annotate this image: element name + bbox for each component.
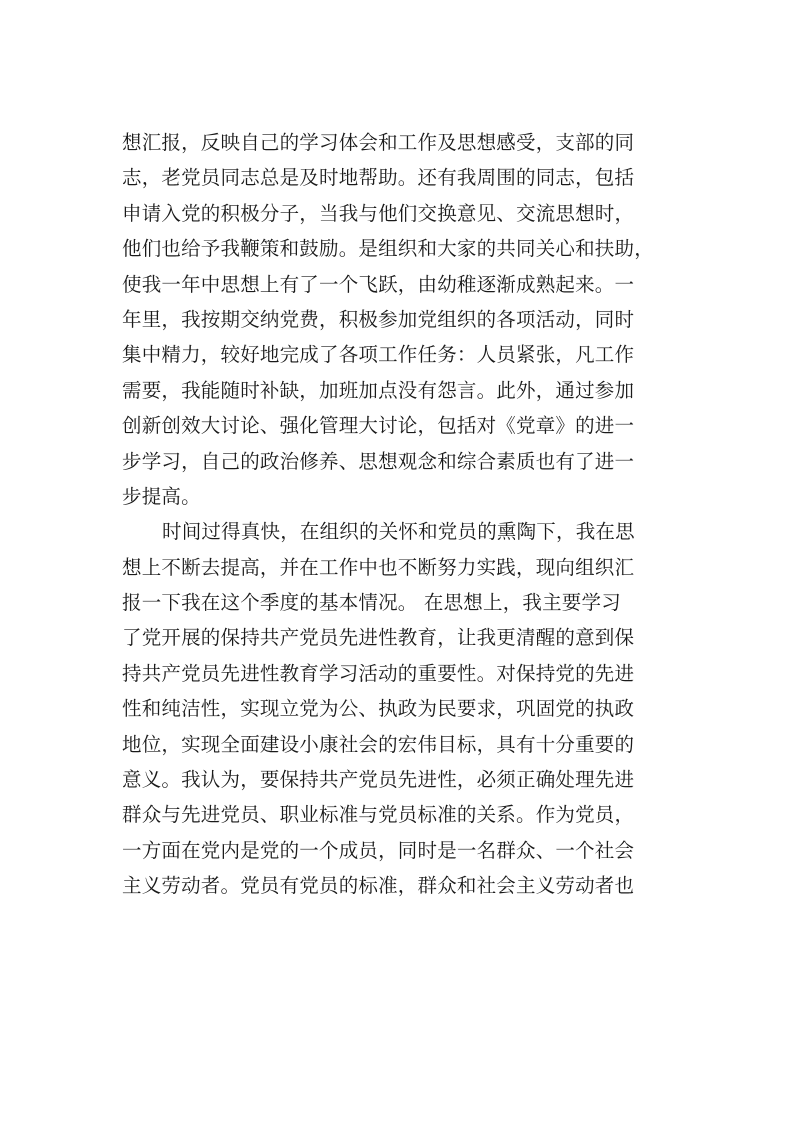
text-line: 他们也给予我鞭策和鼓励。是组织和大家的共同关心和扶助，: [122, 237, 654, 261]
text-line: 想汇报，反映自己的学习体会和工作及思想感受，支部的同: [122, 131, 635, 154]
text-line: 使我一年中思想上有了一个飞跃，由幼稚逐渐成熟起来。一: [122, 272, 635, 296]
text-line: 想上不断去提高，并在工作中也不断努力实践，现向组织汇: [122, 555, 635, 579]
text-line: 年里，我按期交纳党费，积极参加党组织的各项活动，同时: [122, 307, 635, 331]
text-line: 性和纯洁性，实现立党为公、执政为民要求，巩固党的执政: [122, 697, 635, 721]
text-line: 志，老党员同志总是及时地帮助。还有我周围的同志，包括: [122, 166, 635, 190]
text-line: 步提高。: [122, 484, 201, 508]
text-line: 意义。我认为，要保持共产党员先进性，必须正确处理先进: [122, 768, 635, 792]
text-line: 创新创效大讨论、强化管理大讨论，包括对《党章》的进一: [122, 414, 635, 438]
paragraph-start-line: 时间过得真快，在组织的关怀和党员的熏陶下，我在思: [162, 520, 635, 544]
text-line: 报一下我在这个季度的基本情况。 在思想上，我主要学习: [122, 591, 621, 615]
text-line: 主义劳动者。党员有党员的标准，群众和社会主义劳动者也: [122, 874, 635, 898]
text-line: 申请入党的积极分子，当我与他们交换意见、交流思想时，: [122, 201, 635, 225]
text-line: 持共产党员先进性教育学习活动的重要性。对保持党的先进: [122, 661, 635, 685]
body-text: [122, 125, 682, 904]
text-line: 集中精力，较好地完成了各项工作任务：人员紧张，凡工作: [122, 343, 635, 367]
text-line: 了党开展的保持共产党员先进性教育，让我更清醒的意到保: [122, 626, 635, 650]
text-line: 一方面在党内是党的一个成员，同时是一名群众、一个社会: [122, 838, 635, 862]
text-line: 需要，我能随时补缺，加班加点没有怨言。此外，通过参加: [122, 378, 635, 402]
text-line: 地位，实现全面建设小康社会的宏伟目标，具有十分重要的: [122, 732, 635, 756]
text-line: 群众与先进党员、职业标准与党员标准的关系。作为党员，: [122, 803, 635, 827]
text-line: 步学习，自己的政治修养、思想观念和综合素质也有了进一: [122, 449, 635, 473]
